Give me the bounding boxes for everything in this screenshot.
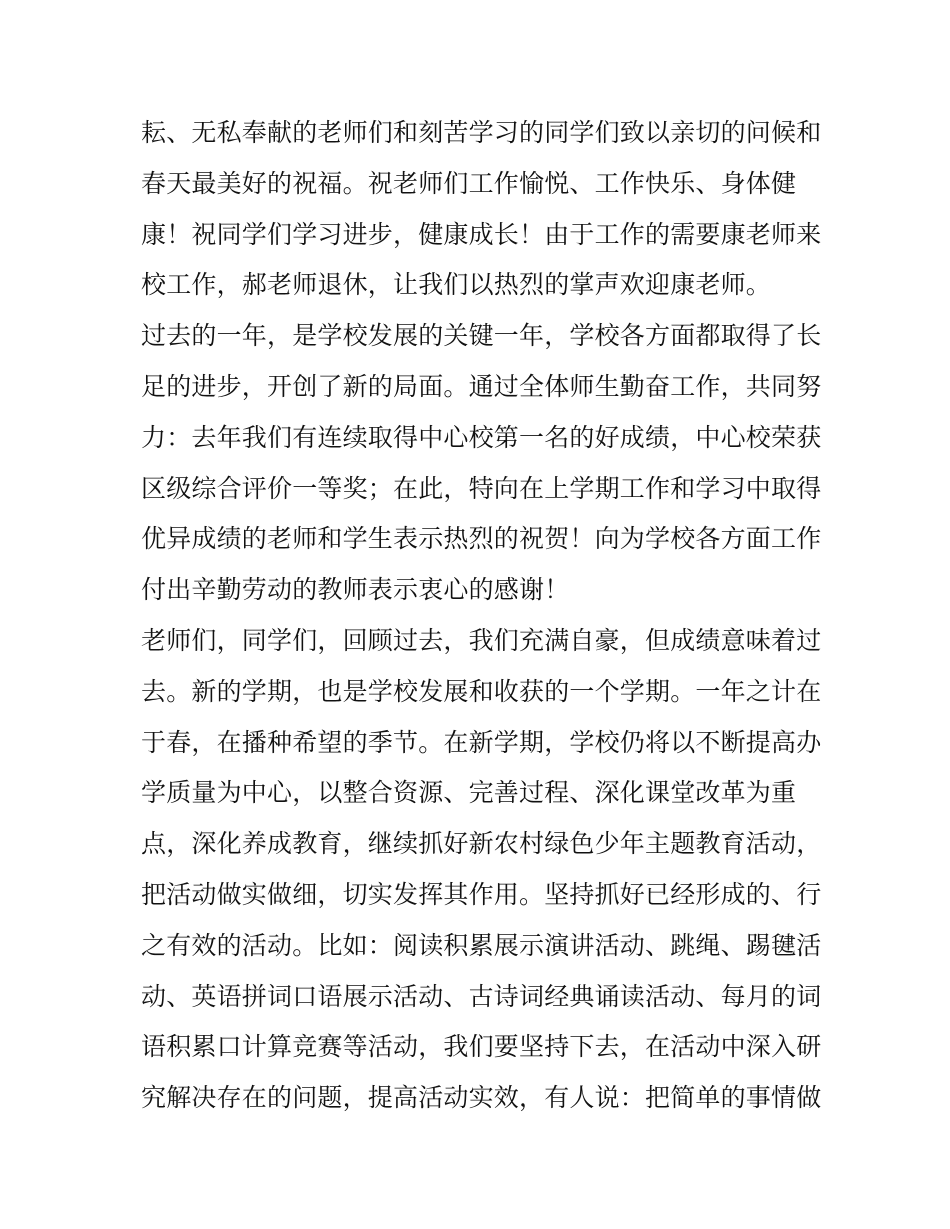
text-line-7: 力：去年我们有连续取得中心校第一名的好成绩，中心校荣获 <box>141 422 822 452</box>
text-line-13: 于春，在播种希望的季节。在新学期，学校仍将以不断提高办 <box>141 727 822 757</box>
text-line-4: 校工作，郝老师退休，让我们以热烈的掌声欢迎康老师。 <box>141 270 772 300</box>
text-line-6: 足的进步，开创了新的局面。通过全体师生勤奋工作，共同努 <box>141 371 822 401</box>
text-line-1: 耘、无私奉献的老师们和刻苦学习的同学们致以亲切的问候和 <box>141 118 822 147</box>
text-line-8: 区级综合评价一等奖；在此，特向在上学期工作和学习中取得 <box>141 473 822 503</box>
text-line-20: 究解决存在的问题，提高活动实效，有人说：把简单的事情做 <box>141 1083 822 1113</box>
text-line-18: 动、英语拼词口语展示活动、古诗词经典诵读活动、每月的词 <box>141 981 822 1011</box>
text-line-16: 把活动做实做细，切实发挥其作用。坚持抓好已经形成的、行 <box>141 879 822 909</box>
text-line-14: 学质量为中心，以整合资源、完善过程、深化课堂改革为重 <box>141 778 797 808</box>
text-line-10: 付出辛勤劳动的教师表示衷心的感谢！ <box>141 575 570 605</box>
text-line-11: 老师们，同学们，回顾过去，我们充满自豪，但成绩意味着过 <box>141 625 822 655</box>
text-line-3: 康！祝同学们学习进步，健康成长！由于工作的需要康老师来 <box>141 219 822 249</box>
text-line-5: 过去的一年，是学校发展的关键一年，学校各方面都取得了长 <box>141 321 822 351</box>
text-line-19: 语积累口计算竞赛等活动，我们要坚持下去，在活动中深入研 <box>141 1032 822 1062</box>
text-line-12: 去。新的学期，也是学校发展和收获的一个学期。一年之计在 <box>141 676 822 706</box>
text-line-9: 优异成绩的老师和学生表示热烈的祝贺！向为学校各方面工作 <box>141 524 822 554</box>
text-line-15: 点，深化养成教育，继续抓好新农村绿色少年主题教育活动， <box>141 829 822 859</box>
body-text <box>141 108 821 1124</box>
text-line-2: 春天最美好的祝福。祝老师们工作愉悦、工作快乐、身体健 <box>141 168 797 198</box>
text-line-17: 之有效的活动。比如：阅读积累展示演讲活动、跳绳、踢毽活 <box>141 930 822 960</box>
